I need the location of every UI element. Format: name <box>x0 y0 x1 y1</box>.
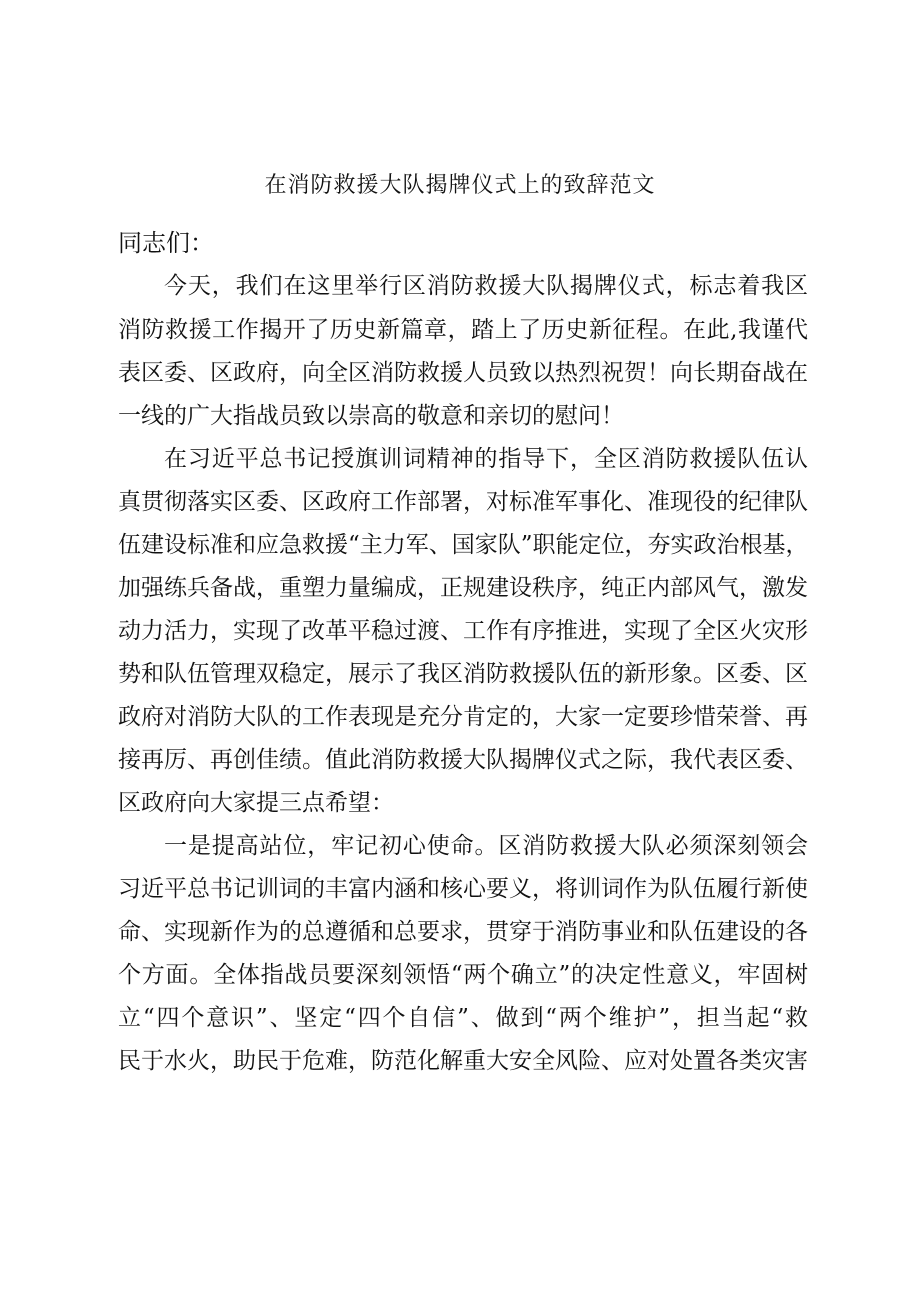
paragraph-1-line-4: 一线的广大指战员致以崇高的敬意和亲切的慰问！ <box>118 403 624 429</box>
paragraph-2-line-2: 真贯彻落实区委、区政府工作部署，对标准军事化、准现役的纪律队 <box>118 489 808 515</box>
paragraph-1-line-2: 消防救援工作揭开了历史新篇章，踏上了历史新征程。在此,我谨代 <box>118 317 808 343</box>
paragraph-2-line-9: 区政府向大家提三点希望： <box>118 790 394 816</box>
paragraph-1-line-3: 表区委、区政府，向全区消防救援人员致以热烈祝贺！向长期奋战在 <box>118 360 808 386</box>
salutation: 同志们： <box>118 229 214 257</box>
paragraph-1-line-1: 今天，我们在这里举行区消防救援大队揭牌仪式，标志着我区 <box>164 273 808 299</box>
paragraph-2-line-4: 加强练兵备战，重塑力量编成，正规建设秩序，纯正内部风气，激发 <box>118 575 808 601</box>
paragraph-3-line-1: 一是提高站位，牢记初心使命。区消防救援大队必须深刻领会 <box>164 833 808 859</box>
paragraph-3-line-2: 习近平总书记训词的丰富内涵和核心要义，将训词作为队伍履行新使 <box>118 876 808 902</box>
paragraph-2-line-1: 在习近平总书记授旗训词精神的指导下，全区消防救援队伍认 <box>164 446 808 472</box>
paragraph-2-line-3: 伍建设标准和应急救援“主力军、国家队”职能定位，夯实政治根基， <box>118 532 809 558</box>
paragraph-2-line-7: 政府对消防大队的工作表现是充分肯定的，大家一定要珍惜荣誉、再 <box>118 704 808 730</box>
document-title: 在消防救援大队揭牌仪式上的致辞范文 <box>264 173 656 198</box>
paragraph-2-line-8: 接再厉、再创佳绩。值此消防救援大队揭牌仪式之际，我代表区委、 <box>118 747 808 773</box>
paragraph-2-line-6: 势和队伍管理双稳定，展示了我区消防救援队伍的新形象。区委、区 <box>118 661 808 687</box>
paragraph-3-line-3: 命、实现新作为的总遵循和总要求，贯穿于消防事业和队伍建设的各 <box>118 919 808 945</box>
paragraph-2-line-5: 动力活力，实现了改革平稳过渡、工作有序推进，实现了全区火灾形 <box>118 618 808 644</box>
paragraph-3-line-4: 个方面。全体指战员要深刻领悟“两个确立”的决定性意义，牢固树 <box>118 962 808 988</box>
paragraph-3-line-6: 民于水火，助民于危难，防范化解重大安全风险、应对处置各类灾害 <box>118 1048 808 1074</box>
paragraph-3-line-5: 立“四个意识”、坚定“四个自信”、做到“两个维护”，担当起“救 <box>118 1005 808 1031</box>
